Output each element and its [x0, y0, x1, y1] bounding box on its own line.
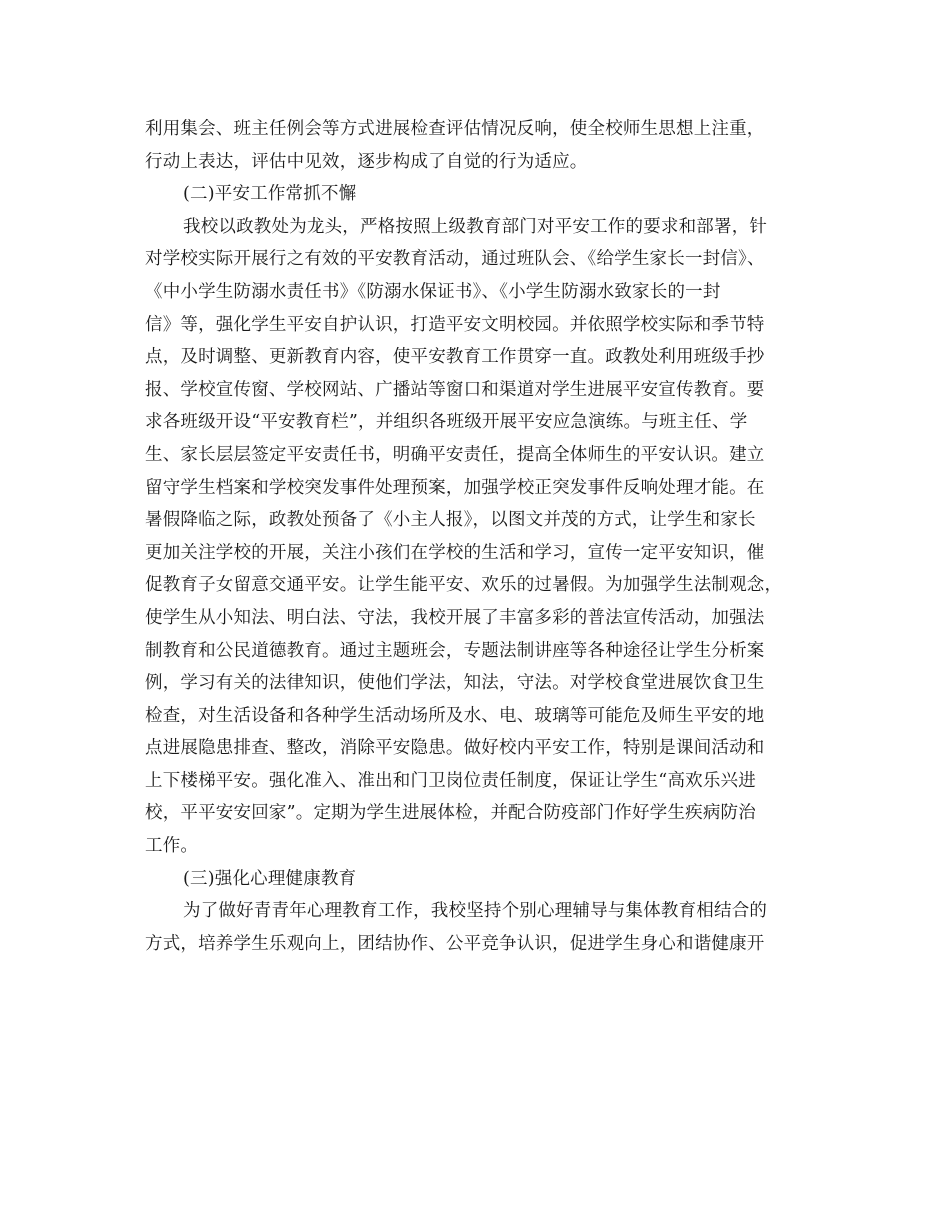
text-line: 更加关注学校的开展，关注小孩们在学校的生活和学习，宣传一定平安知识，催: [145, 542, 765, 563]
text-line: 暑假降临之际，政教处预备了《小主人报》，以图文并茂的方式，让学生和家长: [145, 510, 756, 531]
text-line: 点进展隐患排查、整改，消除平安隐患。做好校内平安工作，特别是课间活动和: [145, 738, 765, 759]
text-line: 为了做好青青年心理教育工作，我校坚持个别心理辅导与集体教育相结合的: [183, 901, 768, 922]
text-line: 制教育和公民道德教育。通过主题班会，专题法制讲座等各种途径让学生分析案: [145, 640, 765, 661]
text-line: 求各班级开设“平安教育栏”，并组织各班级开展平安应急演练。与班主任、学: [145, 412, 748, 433]
text-line: 《中小学生防溺水责任书》《防溺水保证书》、《小学生防溺水致家长的一封: [145, 281, 721, 302]
document-body: [145, 113, 805, 960]
text-line: 方式，培养学生乐观向上，团结协作、公平竞争认识，促进学生身心和谐健康开: [145, 933, 765, 954]
text-line: 工作。: [145, 836, 199, 857]
text-line: 报、学校宣传窗、学校网站、广播站等窗口和渠道对学生进展平安宣传教育。要: [145, 379, 765, 400]
text-line: 校，平平安安回家”。定期为学生进展体检，并配合防疫部门作好学生疾病防治: [145, 803, 756, 824]
section-heading-safety: (二)平安工作常抓不懈: [183, 184, 357, 205]
text-line: 例，学习有关的法律知识，使他们学法，知法，守法。对学校食堂进展饮食卫生: [145, 673, 765, 694]
text-line: 利用集会、班主任例会等方式进展检查评估情况反响，使全校师生思想上注重，: [145, 119, 765, 139]
text-line: 点，及时调整、更新教育内容，使平安教育工作贯穿一直。政教处利用班级手抄: [145, 347, 765, 368]
text-line: 行动上表达，评估中见效，逐步构成了自觉的行为适应。: [145, 151, 588, 172]
text-line: 检查，对生活设备和各种学生活动场所及水、电、玻璃等可能危及师生平安的地: [145, 705, 765, 726]
text-line: 对学校实际开展行之有效的平安教育活动，通过班队会、《给学生家长一封信》、: [145, 249, 765, 270]
text-line: 留守学生档案和学校突发事件处理预案，加强学校正突发事件反响处理才能。在: [145, 477, 765, 498]
text-line: 我校以政教处为龙头，严格按照上级教育部门对平安工作的要求和部署，针: [183, 216, 768, 237]
text-line: 促教育子女留意交通平安。让学生能平安、欢乐的过暑假。为加强学生法制观念，: [145, 575, 783, 596]
section-heading-mental-health: (三)强化心理健康教育: [183, 868, 357, 889]
text-line: 使学生从小知法、明白法、守法，我校开展了丰富多彩的普法宣传活动，加强法: [145, 607, 765, 628]
text-line: 生、家长层层签定平安责任书，明确平安责任，提高全体师生的平安认识。建立: [145, 444, 765, 465]
text-line: 上下楼梯平安。强化准入、准出和门卫岗位责任制度，保证让学生“高欢乐兴进: [145, 770, 756, 791]
text-line: 信》等，强化学生平安自护认识，打造平安文明校园。并依照学校实际和季节特: [145, 314, 765, 335]
